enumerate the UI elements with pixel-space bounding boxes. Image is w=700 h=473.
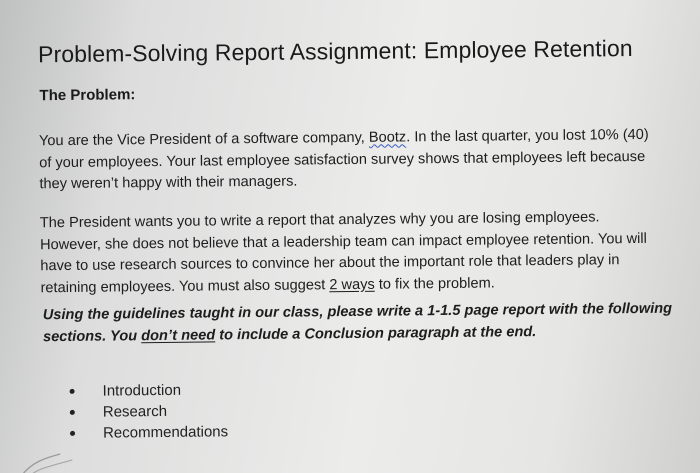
text-run: . In the last quarter, you lost 10% (40) xyxy=(406,126,649,146)
list-item-label: Recommendations xyxy=(102,423,229,442)
bullet-icon xyxy=(70,431,75,436)
underlined-dont-need: don’t need xyxy=(141,326,216,344)
bullet-icon xyxy=(70,410,75,415)
paragraph-president-context xyxy=(40,207,681,300)
paragraph-line: The President wants you to write a report that analyzes why you are losing employees. xyxy=(39,209,600,232)
assignment-instructions xyxy=(43,299,683,349)
paragraph-line: have to use research sources to convince her about the important role that leaders play in xyxy=(40,252,620,275)
list-item xyxy=(66,421,228,444)
text-run: to fix the problem. xyxy=(374,274,495,293)
company-name-spellcheck: Bootz xyxy=(368,129,407,146)
text-run: retaining employees. You must also suggest xyxy=(40,276,330,296)
list-item xyxy=(66,400,228,423)
bullet-icon xyxy=(70,389,75,394)
paragraph-problem-description xyxy=(39,125,680,196)
list-item-label: Introduction xyxy=(102,381,182,400)
problem-heading: The Problem: xyxy=(39,86,136,105)
instruction-line: Using the guidelines taught in our class, please write a 1-1.5 page report with the following xyxy=(42,300,673,324)
text-run: You are the Vice President of a software company, xyxy=(38,129,369,150)
list-item xyxy=(65,379,227,402)
text-run: sections. You xyxy=(42,327,142,345)
required-sections-list xyxy=(65,379,228,444)
paragraph-line: of your employees. Your last employee satisfaction survey shows that employees left because xyxy=(39,148,646,171)
paragraph-line: However, she does not believe that a leadership team can impact employee retention. You will xyxy=(39,230,647,253)
list-item-label: Research xyxy=(102,402,168,421)
pencil-mark-icon xyxy=(20,448,80,473)
paragraph-line: they weren’t happy with their managers. xyxy=(39,173,298,193)
text-run: to include a Conclusion paragraph at the end. xyxy=(215,323,537,343)
underlined-two-ways: 2 ways xyxy=(329,276,375,293)
document-title: Problem-Solving Report Assignment: Employee Retention xyxy=(37,35,633,68)
